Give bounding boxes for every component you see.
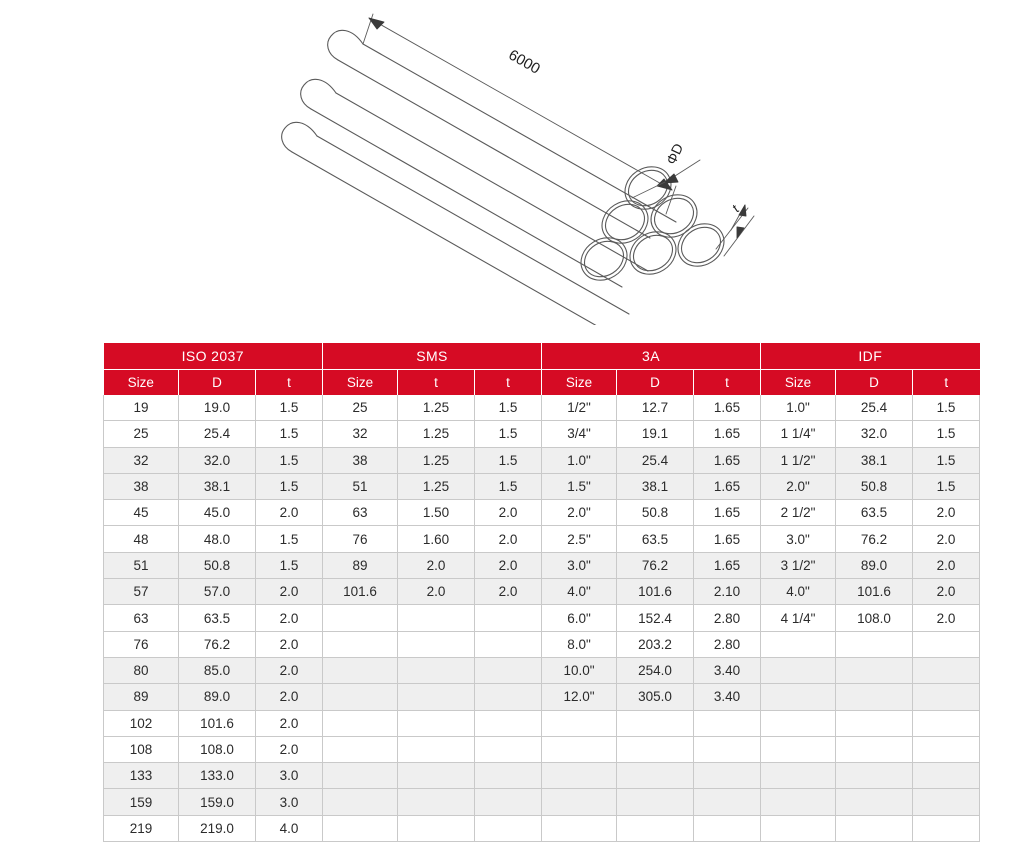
table-cell — [836, 657, 913, 683]
table-cell — [913, 789, 980, 815]
table-cell: 1 1/2" — [761, 447, 836, 473]
table-cell: 10.0" — [542, 657, 617, 683]
table-cell: 2.0 — [398, 552, 475, 578]
table-cell — [323, 631, 398, 657]
pipe-end-face — [594, 192, 656, 251]
table-cell: 2.0 — [256, 710, 323, 736]
table-cell — [542, 736, 617, 762]
table-cell: 63.5 — [179, 605, 256, 631]
table-cell: 152.4 — [617, 605, 694, 631]
table-cell — [542, 789, 617, 815]
table-cell — [398, 736, 475, 762]
table-row — [104, 763, 980, 789]
table-cell: 305.0 — [617, 684, 694, 710]
table-cell — [323, 789, 398, 815]
table-cell: 1.25 — [398, 421, 475, 447]
table-cell: 25.4 — [179, 421, 256, 447]
length-dimension-label: 6000 — [505, 46, 543, 78]
table-cell: 3.0 — [256, 763, 323, 789]
table-cell: 2.10 — [694, 579, 761, 605]
table-cell: 102 — [104, 710, 179, 736]
table-cell: 101.6 — [836, 579, 913, 605]
table-cell: 48 — [104, 526, 179, 552]
table-cell: 76.2 — [836, 526, 913, 552]
table-cell: 63.5 — [836, 500, 913, 526]
table-cell: 1.5 — [256, 447, 323, 473]
table-cell: 32.0 — [836, 421, 913, 447]
table-cell: 3.0 — [256, 789, 323, 815]
pipe-end-face — [573, 229, 635, 288]
table-cell: 57 — [104, 579, 179, 605]
table-cell: 89 — [104, 684, 179, 710]
table-cell: 12.0" — [542, 684, 617, 710]
table-cell: 76.2 — [179, 631, 256, 657]
table-cell: 3 1/2" — [761, 552, 836, 578]
table-cell: 4.0" — [542, 579, 617, 605]
pipe-end-faces — [573, 158, 732, 288]
table-cell — [475, 631, 542, 657]
table-cell — [398, 710, 475, 736]
table-cell — [475, 605, 542, 631]
table-header — [104, 343, 980, 395]
table-cell: 2.0 — [256, 684, 323, 710]
table-cell: 1.5 — [256, 421, 323, 447]
table-cell: 2.0 — [256, 657, 323, 683]
table-cell: 1.0" — [542, 447, 617, 473]
table-row — [104, 500, 980, 526]
table-cell: 48.0 — [179, 526, 256, 552]
table-cell: 1.5 — [475, 395, 542, 421]
table-cell — [542, 763, 617, 789]
table-cell: 2.0 — [475, 500, 542, 526]
table-cell: 1.0" — [761, 395, 836, 421]
table-cell: 50.8 — [617, 500, 694, 526]
table-cell: 25.4 — [836, 395, 913, 421]
table-cell: 80 — [104, 657, 179, 683]
table-cell — [542, 815, 617, 841]
group-header-iso2037: ISO 2037 — [104, 343, 323, 370]
table-cell — [617, 815, 694, 841]
table-cell: 2.0 — [913, 500, 980, 526]
col-header-sms-t2: t — [475, 370, 542, 396]
table-cell — [761, 789, 836, 815]
table-cell: 38 — [104, 473, 179, 499]
table-row — [104, 605, 980, 631]
table-cell — [913, 736, 980, 762]
table-row — [104, 526, 980, 552]
table-cell — [323, 815, 398, 841]
table-cell: 2.0 — [256, 631, 323, 657]
table-cell: 4.0" — [761, 579, 836, 605]
table-cell: 219 — [104, 815, 179, 841]
table-cell — [913, 763, 980, 789]
table-cell: 2.0 — [913, 552, 980, 578]
table-cell: 2.0 — [913, 605, 980, 631]
group-header-idf: IDF — [761, 343, 980, 370]
table-cell: 1.5 — [475, 421, 542, 447]
table-cell: 57.0 — [179, 579, 256, 605]
table-cell: 101.6 — [617, 579, 694, 605]
table-cell: 4 1/4" — [761, 605, 836, 631]
table-cell: 2.0 — [256, 579, 323, 605]
table-cell: 76 — [323, 526, 398, 552]
col-header-3a-size: Size — [542, 370, 617, 396]
col-header-3a-d: D — [617, 370, 694, 396]
table-cell: 19.0 — [179, 395, 256, 421]
diameter-dimension-label: ΦD — [662, 140, 687, 167]
table-cell: 1.5 — [913, 473, 980, 499]
table-cell: 1.5 — [913, 421, 980, 447]
table-cell: 1.5 — [913, 395, 980, 421]
table-cell — [617, 763, 694, 789]
table-cell: 51 — [323, 473, 398, 499]
table-cell: 25 — [323, 395, 398, 421]
table-row — [104, 552, 980, 578]
table-row — [104, 631, 980, 657]
table-cell — [475, 684, 542, 710]
table-cell: 45.0 — [179, 500, 256, 526]
col-header-idf-t: t — [913, 370, 980, 396]
table-cell: 1.5 — [475, 473, 542, 499]
table-cell: 32 — [104, 447, 179, 473]
table-cell: 1/2" — [542, 395, 617, 421]
table-cell: 3.40 — [694, 657, 761, 683]
table-cell: 2.5" — [542, 526, 617, 552]
pipe-diagram — [0, 0, 1024, 325]
table-cell — [913, 684, 980, 710]
table-cell: 76 — [104, 631, 179, 657]
table-cell: 133 — [104, 763, 179, 789]
table-cell — [475, 710, 542, 736]
table-cell: 1 1/4" — [761, 421, 836, 447]
table-cell: 1.5 — [913, 447, 980, 473]
table-cell: 1.50 — [398, 500, 475, 526]
table-row — [104, 815, 980, 841]
table-row — [104, 736, 980, 762]
table-cell — [475, 815, 542, 841]
table-cell: 2.0 — [256, 605, 323, 631]
table-row — [104, 447, 980, 473]
table-cell — [761, 763, 836, 789]
table-cell — [761, 815, 836, 841]
table-row — [104, 684, 980, 710]
table-cell: 203.2 — [617, 631, 694, 657]
table-cell: 1.5 — [256, 473, 323, 499]
table-cell — [617, 710, 694, 736]
table-cell: 159.0 — [179, 789, 256, 815]
table-cell — [323, 710, 398, 736]
table-cell: 63 — [323, 500, 398, 526]
pipe-profile-bottom — [282, 122, 629, 325]
table-cell: 2.0 — [475, 526, 542, 552]
pipe-bundle-svg — [0, 0, 1024, 325]
table-cell: 2.0" — [542, 500, 617, 526]
table-cell: 3.0" — [542, 552, 617, 578]
table-cell: 1.65 — [694, 421, 761, 447]
table-cell — [323, 763, 398, 789]
col-header-iso-size: Size — [104, 370, 179, 396]
table-cell — [398, 657, 475, 683]
table-cell: 8.0" — [542, 631, 617, 657]
table-cell: 1.65 — [694, 526, 761, 552]
table-cell: 219.0 — [179, 815, 256, 841]
col-header-iso-t: t — [256, 370, 323, 396]
table-row — [104, 710, 980, 736]
table-row — [104, 473, 980, 499]
table-cell: 1.65 — [694, 552, 761, 578]
table-cell: 2.80 — [694, 631, 761, 657]
table-cell — [542, 710, 617, 736]
table-cell: 50.8 — [179, 552, 256, 578]
table-cell — [836, 815, 913, 841]
table-cell: 101.6 — [323, 579, 398, 605]
col-header-sms-t1: t — [398, 370, 475, 396]
table-cell — [617, 789, 694, 815]
table-cell: 1.25 — [398, 447, 475, 473]
table-cell: 25 — [104, 421, 179, 447]
table-cell — [475, 789, 542, 815]
table-cell — [398, 684, 475, 710]
table-cell: 133.0 — [179, 763, 256, 789]
table-cell — [475, 657, 542, 683]
table-cell — [913, 710, 980, 736]
table-cell: 108.0 — [836, 605, 913, 631]
table-cell: 38.1 — [836, 447, 913, 473]
table-cell — [836, 684, 913, 710]
group-header-3a: 3A — [542, 343, 761, 370]
table-cell: 32.0 — [179, 447, 256, 473]
table-cell: 12.7 — [617, 395, 694, 421]
table-cell — [836, 736, 913, 762]
column-header-row — [104, 370, 980, 396]
standard-group-header-row — [104, 343, 980, 370]
table-cell: 1.5 — [256, 526, 323, 552]
table-cell: 2.0" — [761, 473, 836, 499]
group-header-sms: SMS — [323, 343, 542, 370]
table-cell: 85.0 — [179, 657, 256, 683]
table-cell: 1.25 — [398, 473, 475, 499]
col-header-idf-d: D — [836, 370, 913, 396]
col-header-sms-size: Size — [323, 370, 398, 396]
table-cell — [694, 789, 761, 815]
table-cell: 159 — [104, 789, 179, 815]
table-row — [104, 789, 980, 815]
table-cell — [761, 684, 836, 710]
table-cell — [323, 684, 398, 710]
table-cell: 89.0 — [836, 552, 913, 578]
table-cell — [761, 710, 836, 736]
pipe-end-face — [670, 215, 732, 274]
table-cell: 32 — [323, 421, 398, 447]
col-header-iso-d: D — [179, 370, 256, 396]
table-cell: 2.0 — [475, 579, 542, 605]
table-cell: 89 — [323, 552, 398, 578]
pipe-end-face — [643, 186, 705, 245]
table-cell: 1.65 — [694, 500, 761, 526]
table-cell — [761, 657, 836, 683]
table-cell — [694, 736, 761, 762]
table-cell: 2.0 — [398, 579, 475, 605]
table-cell: 25.4 — [617, 447, 694, 473]
table-cell: 63.5 — [617, 526, 694, 552]
table-row — [104, 657, 980, 683]
col-header-3a-t: t — [694, 370, 761, 396]
table-cell: 89.0 — [179, 684, 256, 710]
table-cell — [913, 815, 980, 841]
table-cell — [398, 789, 475, 815]
table-cell: 51 — [104, 552, 179, 578]
table-cell: 1.5 — [256, 395, 323, 421]
table-cell — [694, 815, 761, 841]
table-cell: 254.0 — [617, 657, 694, 683]
table-cell: 1.5 — [475, 447, 542, 473]
table-cell: 2.0 — [256, 500, 323, 526]
table-cell: 19.1 — [617, 421, 694, 447]
table-cell: 4.0 — [256, 815, 323, 841]
table-cell — [323, 736, 398, 762]
table-cell — [836, 710, 913, 736]
table-cell — [913, 631, 980, 657]
table-cell — [617, 736, 694, 762]
table-cell — [475, 763, 542, 789]
thickness-dimension — [716, 205, 754, 256]
table-cell: 45 — [104, 500, 179, 526]
table-cell — [694, 763, 761, 789]
length-dimension — [363, 14, 676, 214]
table-body — [104, 395, 980, 842]
table-cell: 2.0 — [256, 736, 323, 762]
table-cell: 19 — [104, 395, 179, 421]
table-cell: 2.0 — [475, 552, 542, 578]
table-cell: 6.0" — [542, 605, 617, 631]
table-row — [104, 395, 980, 421]
table-cell: 63 — [104, 605, 179, 631]
pipe-profile-top — [328, 30, 676, 238]
table-cell — [761, 736, 836, 762]
table-cell: 2 1/2" — [761, 500, 836, 526]
table-cell: 3.40 — [694, 684, 761, 710]
thickness-dimension-label: t — [729, 201, 742, 216]
table-row — [104, 579, 980, 605]
table-cell: 38 — [323, 447, 398, 473]
table-cell — [836, 789, 913, 815]
table-cell: 1.65 — [694, 395, 761, 421]
col-header-idf-size: Size — [761, 370, 836, 396]
table-cell — [398, 605, 475, 631]
spec-table-container — [103, 343, 956, 842]
table-cell — [323, 657, 398, 683]
table-cell — [398, 815, 475, 841]
table-cell — [694, 710, 761, 736]
table-cell: 3/4" — [542, 421, 617, 447]
table-cell: 50.8 — [836, 473, 913, 499]
table-cell: 1.5 — [256, 552, 323, 578]
tube-size-specification-table — [103, 343, 980, 842]
table-cell: 1.60 — [398, 526, 475, 552]
table-cell — [398, 631, 475, 657]
table-cell: 1.5" — [542, 473, 617, 499]
table-cell — [913, 657, 980, 683]
table-cell: 1.25 — [398, 395, 475, 421]
table-cell: 1.65 — [694, 473, 761, 499]
table-cell: 108.0 — [179, 736, 256, 762]
table-row — [104, 421, 980, 447]
table-cell: 38.1 — [179, 473, 256, 499]
table-cell — [836, 631, 913, 657]
table-cell: 2.80 — [694, 605, 761, 631]
table-cell — [836, 763, 913, 789]
table-cell: 76.2 — [617, 552, 694, 578]
table-cell: 3.0" — [761, 526, 836, 552]
table-cell — [398, 763, 475, 789]
pipe-end-face — [622, 223, 684, 282]
table-cell: 101.6 — [179, 710, 256, 736]
table-cell — [323, 605, 398, 631]
table-cell: 38.1 — [617, 473, 694, 499]
table-cell — [475, 736, 542, 762]
table-cell: 2.0 — [913, 526, 980, 552]
table-cell: 2.0 — [913, 579, 980, 605]
table-cell — [761, 631, 836, 657]
table-cell: 1.65 — [694, 447, 761, 473]
table-cell: 108 — [104, 736, 179, 762]
